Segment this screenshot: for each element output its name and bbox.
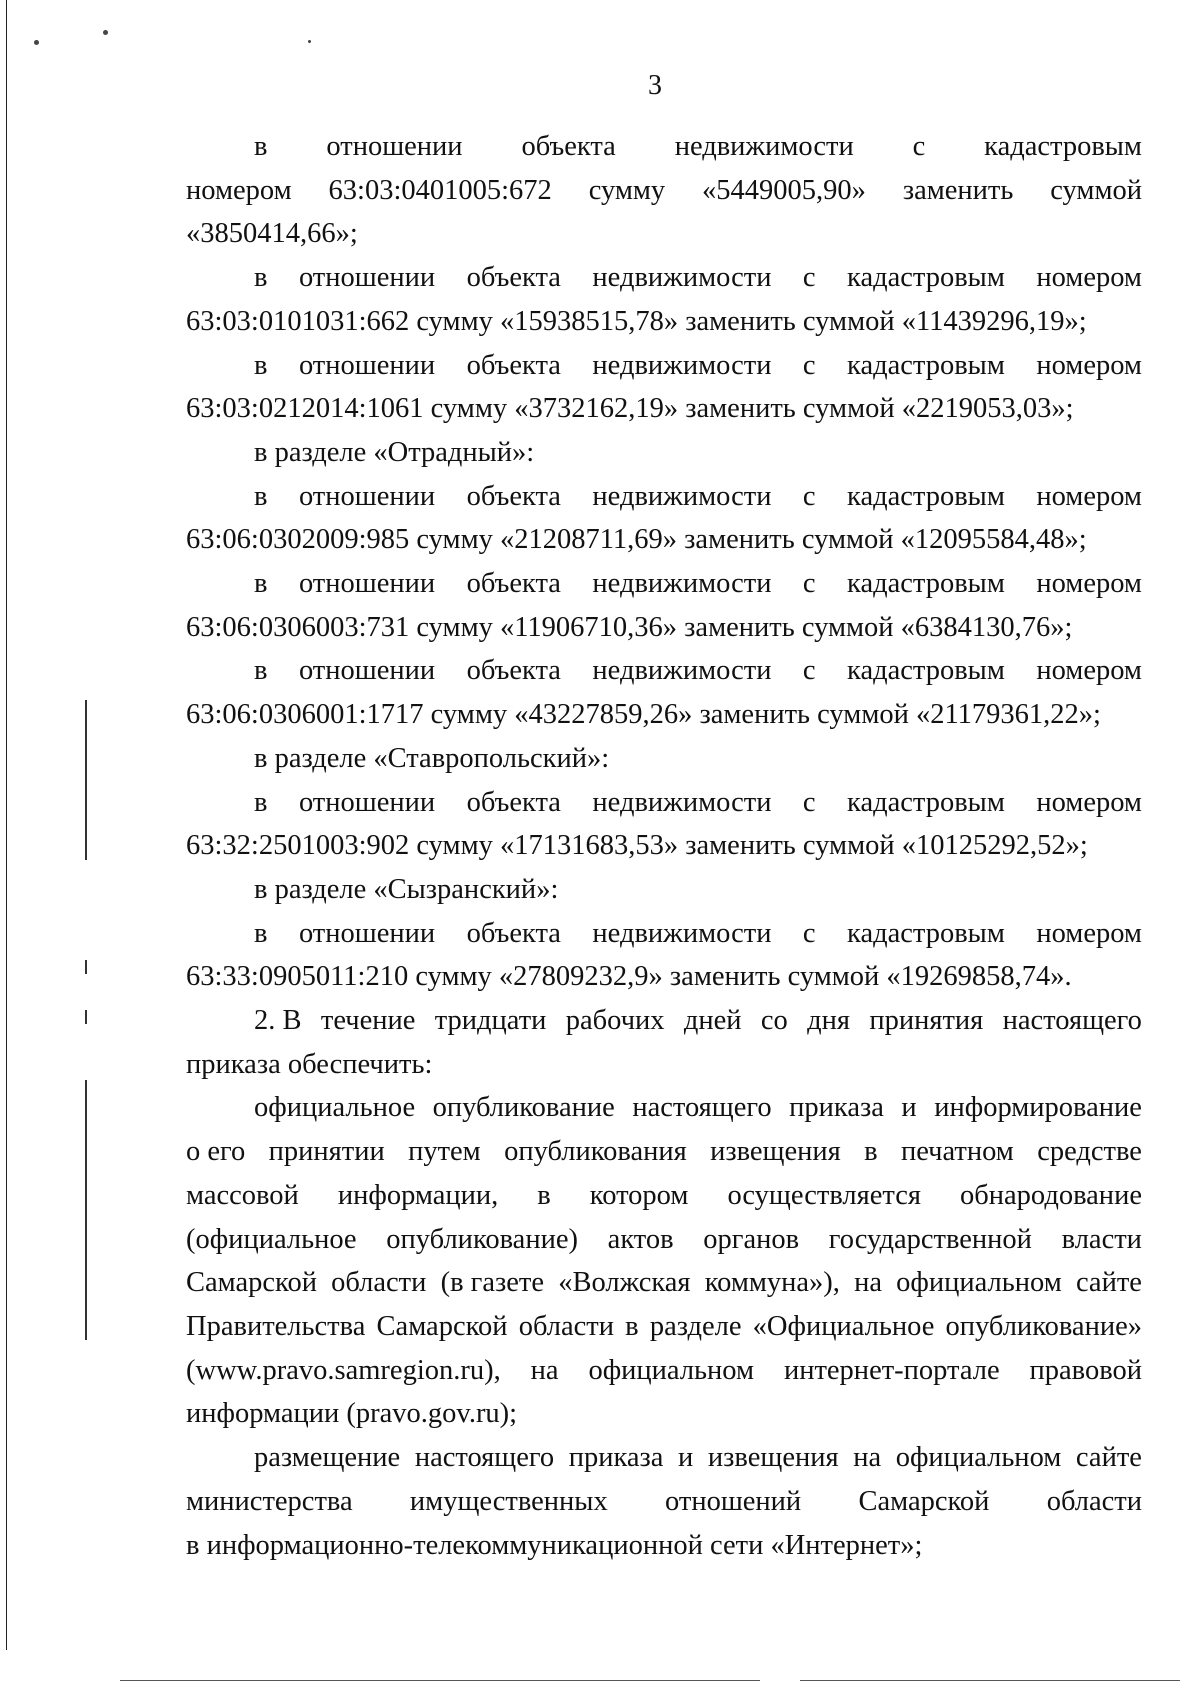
word: опубликование [432,1092,615,1124]
word: с [802,655,816,687]
text-line: 63:03:0212014:1061 сумму «3732162,19» заменить суммой «2219053,03»; [186,393,1074,425]
word: отношении [326,131,463,162]
word: в [254,262,268,294]
word: недвижимости [592,262,772,294]
word: кадастровым [847,568,1005,600]
word: отношении [298,262,436,294]
text-line: 63:03:0101031:662 сумму «15938515,78» заменить суммой «11439296,19»; [186,305,1087,337]
word: о его [186,1136,246,1168]
word: в [254,655,268,687]
text-line: приказа обеспечить: [186,1048,433,1080]
text-line [186,649,1142,693]
word: кадастровым [847,655,1005,687]
word: номером [1036,917,1142,949]
word: Самарской [858,1485,990,1517]
word: номером [1036,262,1142,294]
text-line [186,1218,1142,1262]
text-line: 63:32:2501003:902 сумму «17131683,53» заменить суммой «10125292,52»; [186,830,1088,862]
word: объекта [466,786,561,818]
word: государственной [828,1223,1032,1255]
word: разделе [649,1310,742,1342]
word: настоящего [632,1092,772,1124]
word: кадастровым [847,262,1005,294]
word: извещения [710,1136,841,1168]
scan-dash [85,700,87,860]
word: печатном [900,1136,1014,1168]
word: средстве [1037,1136,1142,1168]
word: в [254,568,268,600]
word: области [518,1310,614,1342]
word: кадастровым [847,786,1005,818]
section-heading: в разделе «Сызранский»: [254,873,559,905]
word: на [854,1267,882,1299]
word: номером [1036,655,1142,687]
scan-dash [85,1010,87,1024]
word: объекта [466,655,561,687]
text-line [186,169,1142,213]
word: кадастровым [984,131,1142,162]
word: недвижимости [592,349,772,381]
text-line [186,344,1142,388]
text-line [186,256,1142,300]
word: «Волжская [558,1267,691,1299]
scan-bottom-rule [800,1680,1180,1681]
word: и [901,1092,917,1124]
word: официальное [254,1092,416,1124]
text-line [186,1480,1142,1524]
word: течение [320,1005,416,1037]
word: объекта [466,349,561,381]
word: официальном [895,1442,1062,1474]
text-line [186,562,1142,606]
word: со [760,1005,788,1037]
word: в [864,1136,878,1168]
word: области [1046,1485,1142,1517]
word: суммой [1050,174,1142,206]
word: с [802,568,816,600]
word: тридцати [434,1005,547,1037]
word: (в газете [440,1267,545,1299]
word: Самарской [376,1310,508,1342]
word: имущественных [409,1485,608,1517]
word: в [254,131,268,162]
scan-dash [85,1080,87,1340]
word: объекта [466,568,561,600]
word: на [530,1354,559,1386]
word: сумму [588,174,666,206]
word: дня [807,1005,850,1037]
word: в [254,917,268,949]
word: официальном [588,1354,755,1386]
word: номером [1036,786,1142,818]
word: официальном [896,1267,1062,1299]
text-line [186,912,1142,956]
word: министерства [186,1485,353,1517]
word: актов [607,1223,674,1255]
word: Самарской [186,1267,317,1299]
word: принятия [869,1005,984,1037]
word: извещения [707,1442,839,1474]
word: объекта [466,480,561,512]
word: принятии [268,1136,385,1168]
word: интернет-портале [783,1354,1000,1386]
word: на [853,1442,882,1474]
text-line: 63:06:0302009:985 сумму «21208711,69» заменить суммой «12095584,48»; [186,524,1087,556]
text-line: информации (pravo.gov.ru); [186,1398,518,1430]
word: «Официальное [752,1310,935,1342]
word: недвижимости [674,131,854,162]
text-line [186,1305,1142,1349]
word: в [537,1179,551,1211]
word: 2. В [254,1005,302,1037]
word: с [802,262,816,294]
word: опубликование) [386,1223,578,1255]
word: настоящего [1002,1005,1142,1037]
word: недвижимости [592,917,772,949]
word: власти [1061,1223,1142,1255]
word: недвижимости [592,480,772,512]
word: кадастровым [847,480,1005,512]
document-body [186,125,1142,1567]
word: с [802,349,816,381]
text-line [186,1174,1142,1218]
word: в [254,480,268,512]
word: приказа [568,1442,664,1474]
word: кадастровым [847,349,1005,381]
text-line [186,1130,1142,1174]
text-line [186,781,1142,825]
text-line: 63:06:0306001:1717 сумму «43227859,26» заменить суммой «21179361,22»; [186,699,1101,731]
word: информирование [934,1092,1142,1124]
word: заменить [902,174,1014,206]
text-line [186,1261,1142,1305]
word: путем [408,1136,481,1168]
text-line [186,1436,1142,1480]
word: приказа [789,1092,884,1124]
word: отношении [298,349,436,381]
word: и [678,1442,694,1474]
word: с [802,480,816,512]
word: настоящего [414,1442,555,1474]
section-heading: в разделе «Отрадный»: [254,436,535,468]
section-heading: в разделе «Ставропольский»: [254,742,610,774]
word: в [254,349,268,381]
text-line [186,1086,1142,1130]
word: объекта [466,262,561,294]
word: кадастровым [847,917,1005,949]
word: органов [703,1223,800,1255]
word: недвижимости [592,568,772,600]
word: 63:03:0401005:672 [328,174,552,206]
text-line [186,125,1142,169]
text-line: в информационно-телекоммуникационной сети «Интернет»; [186,1529,923,1561]
scan-dot [34,40,39,45]
word: котором [589,1179,689,1211]
word: дней [683,1005,742,1037]
word: в [254,786,268,818]
word: номером [1036,568,1142,600]
word: (www.pravo.samregion.ru), [186,1354,501,1386]
word: рабочих [565,1005,665,1037]
word: опубликования [504,1136,687,1168]
word: сайте [1075,1442,1142,1474]
word: отношений [665,1485,802,1517]
word: объекта [521,131,616,162]
word: информации, [337,1179,499,1211]
word: правовой [1029,1354,1142,1386]
word: опубликование» [945,1310,1142,1342]
text-line: «3850414,66»; [186,218,358,250]
word: осуществляется [727,1179,921,1211]
word: в [625,1310,639,1342]
word: с [912,131,926,162]
word: массовой [186,1179,299,1211]
word: «5449005,90» [702,174,866,206]
word: отношении [298,655,436,687]
word: коммуна»), [704,1267,840,1299]
scan-left-edge [6,0,7,1650]
word: отношении [298,480,436,512]
text-line: 63:06:0306003:731 сумму «11906710,36» заменить суммой «6384130,76»; [186,611,1073,643]
text-line: 63:33:0905011:210 сумму «27809232,9» заменить суммой «19269858,74». [186,961,1072,993]
scan-dot [308,40,311,43]
word: объекта [466,917,561,949]
text-line [186,999,1142,1043]
word: с [802,786,816,818]
word: размещение [254,1442,401,1474]
word: с [802,917,816,949]
scan-dot [103,30,108,35]
word: (официальное [186,1223,357,1255]
text-line [186,475,1142,519]
word: отношении [298,917,436,949]
word: номером [1036,480,1142,512]
word: недвижимости [592,786,772,818]
word: отношении [298,568,436,600]
text-line [186,1349,1142,1393]
page-number: 3 [648,70,662,101]
word: недвижимости [592,655,772,687]
word: сайте [1075,1267,1142,1299]
word: области [331,1267,427,1299]
word: Правительства [186,1310,366,1342]
word: номером [186,174,292,206]
word: номером [1036,349,1142,381]
word: отношении [298,786,436,818]
scan-dash [85,960,87,974]
word: обнародование [960,1179,1142,1211]
scan-bottom-rule [120,1680,760,1681]
